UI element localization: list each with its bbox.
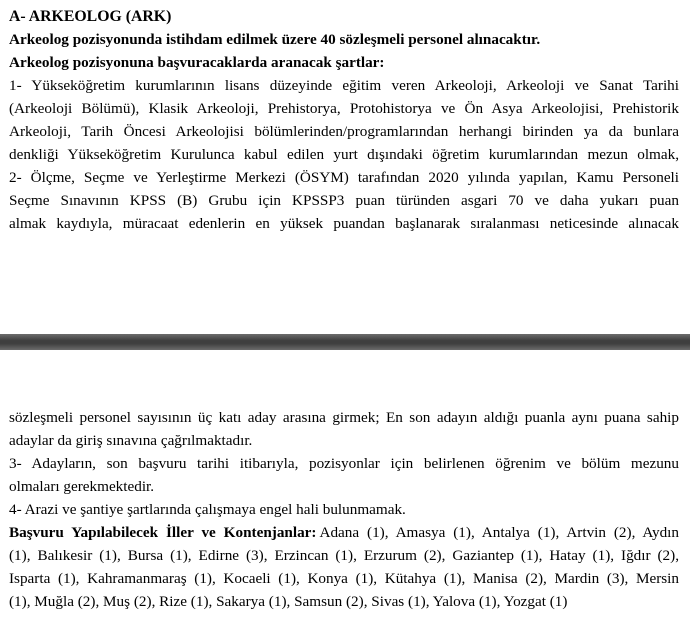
quota-list: Isparta (1), Kahramanmaraş (1), Kocaeli (1), Konya (1), Kütahya (1), Manisa (2), Mardin (3), Mersin	[9, 570, 679, 587]
condition-line: sözleşmeli personel sayısının üç katı aday arasına girmek; En son adayın aldığı puanla aynı puana sahip	[9, 409, 679, 426]
quota-list: (1), Muğla (2), Muş (2), Rize (1), Sakarya (1), Samsun (2), Sivas (1), Yalova (1), Yozgat (1)	[9, 593, 568, 610]
section-heading: A- ARKEOLOG (ARK)	[9, 8, 172, 25]
quota-label: Başvuru Yapılabilecek İller ve Kontenjanlar:	[9, 524, 317, 541]
quota-list: Adana (1), Amasya (1), Antalya (1), Artvin (2), Aydın	[319, 524, 679, 541]
condition-line: (Arkeoloji Bölümü), Klasik Arkeoloji, Prehistorya, Protohistorya ve Ön Asya Arkeolojisi, Prehistorik	[9, 100, 679, 117]
page-break-gap	[0, 334, 690, 350]
condition-line: 4- Arazi ve şantiye şartlarında çalışmaya engel hali bulunmamak.	[9, 501, 406, 518]
conditions-title: Arkeolog pozisyonuna başvuracaklarda aranacak şartlar:	[9, 54, 385, 71]
condition-line: adaylar da giriş sınavına çağrılmaktadır.	[9, 432, 253, 449]
condition-line: Seçme Sınavının KPSS (B) Grubu için KPSSP3 puan türünden asgari 70 ve daha yukarı puan	[9, 192, 679, 209]
condition-line: 2- Ölçme, Seçme ve Yerleştirme Merkezi (ÖSYM) tarafından 2020 yılında yapılan, Kamu Personeli	[9, 169, 679, 186]
document-page-bottom	[0, 350, 690, 622]
condition-line: Arkeoloji, Tarih Öncesi Arkeolojisi bölümlerinden/programlarından herhangi birinden ya da bunlara	[9, 123, 679, 140]
condition-line: 3- Adayların, son başvuru tarihi itibarıyla, pozisyonlar için belirlenen öğrenim ve bölüm mezunu	[9, 455, 679, 472]
condition-line: olmaları gerekmektedir.	[9, 478, 155, 495]
condition-line: almak kaydıyla, müracaat edenlerin en yüksek puandan başlanarak sıralanması neticesinde alınacak	[9, 215, 679, 232]
quota-first-line	[9, 521, 679, 544]
condition-line: 1- Yükseköğretim kurumlarının lisans düzeyinde eğitim veren Arkeoloji, Arkeoloji ve Sanat Tarihi	[9, 77, 679, 94]
position-intro: Arkeolog pozisyonunda istihdam edilmek üzere 40 sözleşmeli personel alınacaktır.	[9, 31, 541, 48]
condition-line: denkliği Yükseköğretim Kurulunca kabul edilen yurt dışındaki öğretim kurumlarından mezun olmak,	[9, 146, 679, 163]
quota-list: (1), Balıkesir (1), Bursa (1), Edirne (3), Erzincan (1), Erzurum (2), Gaziantep (1), Hatay (1), Iğdır (2),	[9, 547, 679, 564]
